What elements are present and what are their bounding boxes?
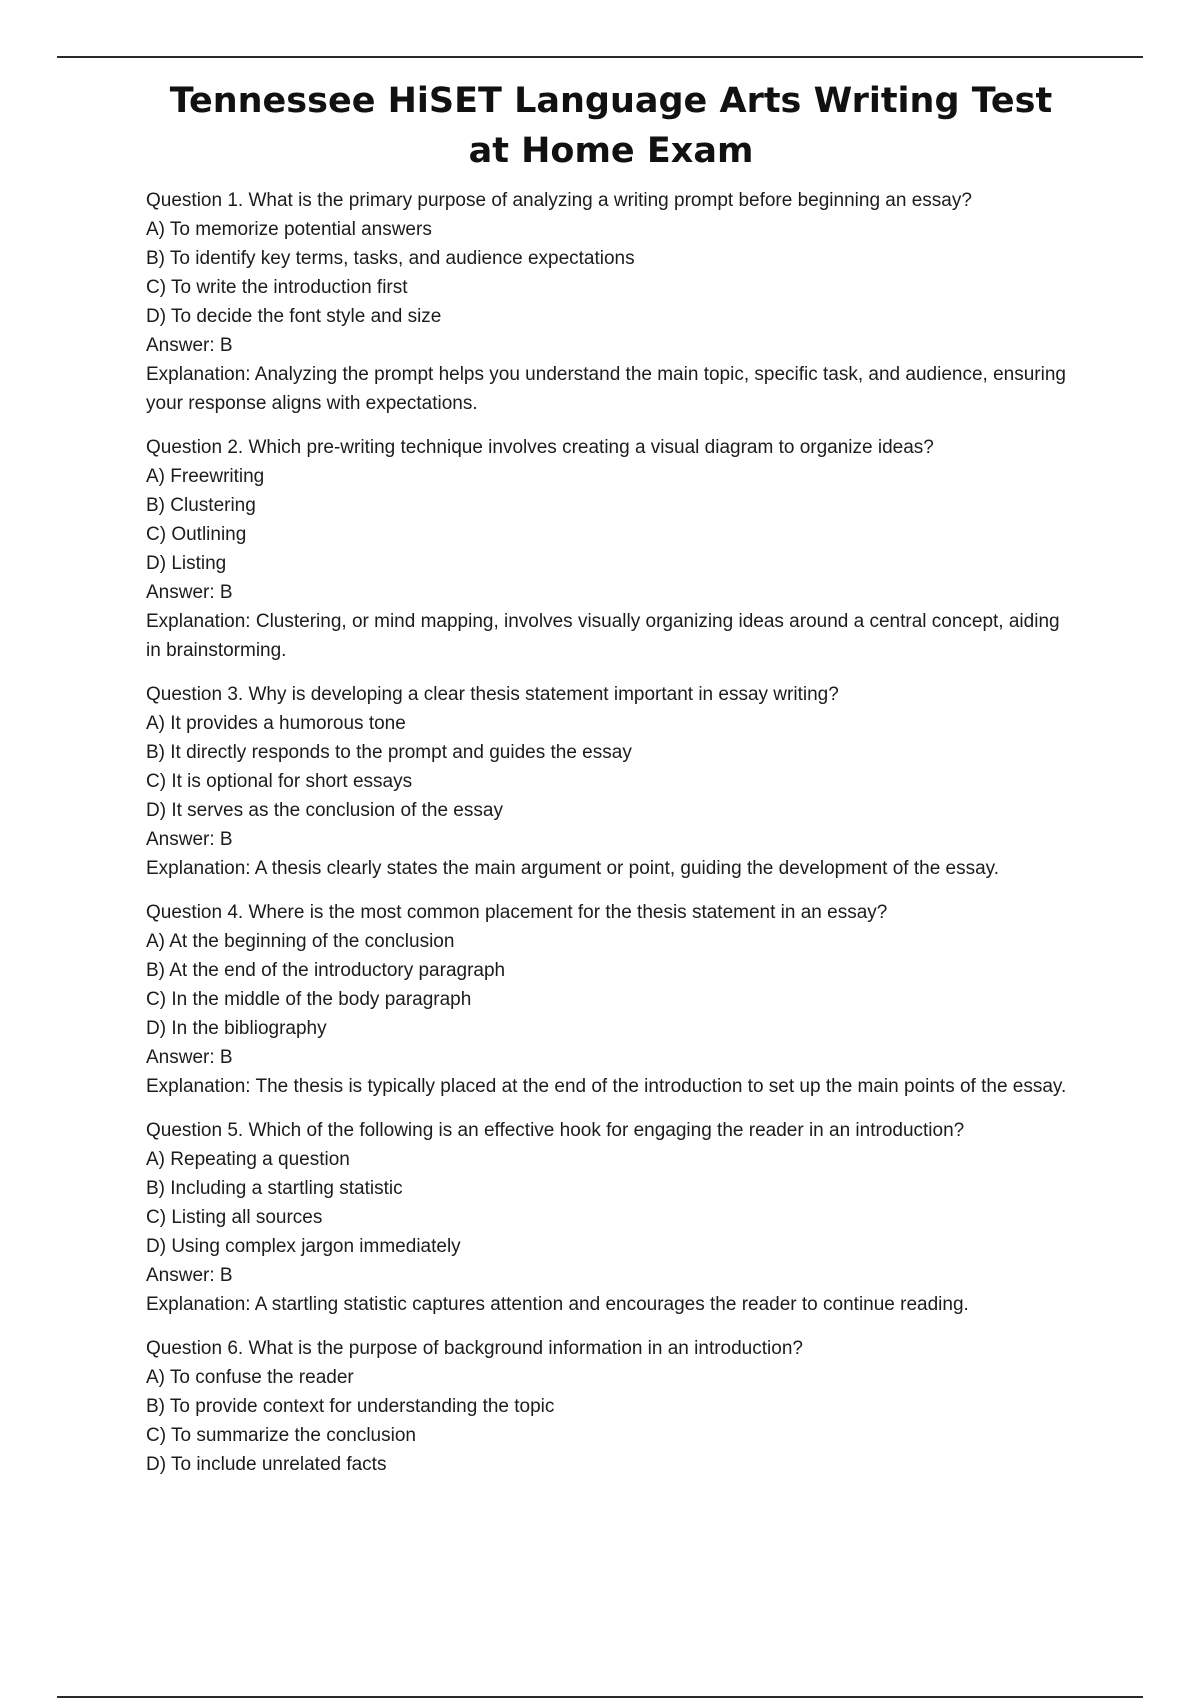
option-a: A) Freewriting xyxy=(146,466,265,487)
option-d: D) Listing xyxy=(146,553,227,574)
option-b: B) Clustering xyxy=(146,495,256,516)
question-text: Question 1. What is the primary purpose of analyzing a writing prompt before beginning an essay? xyxy=(146,190,972,211)
explanation-text: Explanation: The thesis is typically placed at the end of the introduction to set up the main points of the essay. xyxy=(146,1076,1067,1097)
question-block xyxy=(146,186,1076,418)
explanation-text: Explanation: Clustering, or mind mapping, involves visually organizing ideas around a central concept, aiding in brainstorming. xyxy=(146,611,1060,661)
option-a: A) At the beginning of the conclusion xyxy=(146,931,455,952)
option-d: D) To decide the font style and size xyxy=(146,306,442,327)
option-b: B) Including a startling statistic xyxy=(146,1178,403,1199)
document-title: Tennessee HiSET Language Arts Writing Test at Home Exam xyxy=(169,81,1053,171)
option-d: D) Using complex jargon immediately xyxy=(146,1236,461,1257)
option-b: B) To provide context for understanding the topic xyxy=(146,1396,555,1417)
option-d: D) To include unrelated facts xyxy=(146,1454,387,1475)
question-text: Question 6. What is the purpose of background information in an introduction? xyxy=(146,1338,803,1359)
option-c: C) Listing all sources xyxy=(146,1207,323,1228)
explanation-text: Explanation: A startling statistic captures attention and encourages the reader to continue reading. xyxy=(146,1294,969,1315)
document-page xyxy=(146,76,1076,1494)
question-block xyxy=(146,1116,1076,1319)
option-c: C) To summarize the conclusion xyxy=(146,1425,416,1446)
answer-line: Answer: B xyxy=(146,829,233,850)
option-c: C) It is optional for short essays xyxy=(146,771,413,792)
answer-line: Answer: B xyxy=(146,335,233,356)
option-a: A) Repeating a question xyxy=(146,1149,350,1170)
question-block xyxy=(146,1334,1076,1479)
answer-line: Answer: B xyxy=(146,582,233,603)
explanation-text: Explanation: Analyzing the prompt helps you understand the main topic, specific task, and audience, ensuring your response aligns with expectations. xyxy=(146,364,1066,414)
top-rule xyxy=(57,56,1143,58)
option-c: C) In the middle of the body paragraph xyxy=(146,989,472,1010)
option-b: B) It directly responds to the prompt and guides the essay xyxy=(146,742,632,763)
option-c: C) Outlining xyxy=(146,524,247,545)
bottom-rule xyxy=(57,1696,1143,1698)
explanation-text: Explanation: A thesis clearly states the main argument or point, guiding the development of the essay. xyxy=(146,858,1000,879)
question-text: Question 4. Where is the most common placement for the thesis statement in an essay? xyxy=(146,902,888,923)
option-a: A) To confuse the reader xyxy=(146,1367,354,1388)
answer-line: Answer: B xyxy=(146,1047,233,1068)
option-d: D) It serves as the conclusion of the essay xyxy=(146,800,503,821)
question-block xyxy=(146,898,1076,1101)
option-c: C) To write the introduction first xyxy=(146,277,408,298)
answer-line: Answer: B xyxy=(146,1265,233,1286)
question-text: Question 3. Why is developing a clear thesis statement important in essay writing? xyxy=(146,684,839,705)
question-block xyxy=(146,680,1076,883)
option-b: B) At the end of the introductory paragraph xyxy=(146,960,506,981)
question-text: Question 2. Which pre-writing technique involves creating a visual diagram to organize ideas? xyxy=(146,437,934,458)
question-block xyxy=(146,433,1076,665)
option-d: D) In the bibliography xyxy=(146,1018,327,1039)
question-text: Question 5. Which of the following is an effective hook for engaging the reader in an introduction? xyxy=(146,1120,965,1141)
option-a: A) It provides a humorous tone xyxy=(146,713,406,734)
option-b: B) To identify key terms, tasks, and audience expectations xyxy=(146,248,635,269)
option-a: A) To memorize potential answers xyxy=(146,219,432,240)
